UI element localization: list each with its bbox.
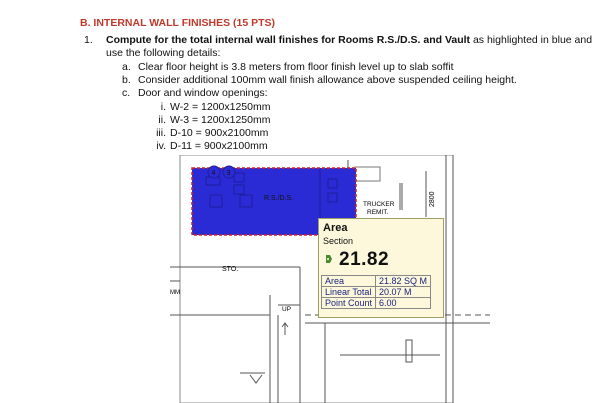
area-tag-icon (325, 254, 333, 264)
opening-iii: iii. D-10 = 900x2100mm (156, 127, 269, 139)
table-row: Area 21.82 SQ M (322, 276, 431, 287)
area-measurement-popup[interactable] (318, 218, 444, 318)
opening-i: i. W-2 = 1200x1250mm (160, 101, 271, 113)
label-trucker: TRUCKER (363, 201, 395, 208)
popup-section: Section (323, 236, 354, 246)
question-rest-text: as highlighted in blue and use the following details: (106, 34, 593, 59)
popup-measure-table (321, 275, 431, 309)
label-mm: MM (170, 290, 180, 296)
question-bold-text: Compute for the total internal wall finishes for Rooms R.S./D.S. and Vault (106, 34, 471, 46)
detail-c: c. Door and window openings: (122, 87, 268, 99)
label-rs-ds: R.S./D.S. (264, 195, 294, 202)
table-row: Point Count 6.00 (322, 298, 431, 309)
detail-a: a. Clear floor height is 3.8 meters from floor finish level up to slab soffit (122, 61, 454, 73)
question-1 (86, 34, 601, 60)
popup-area-value: 21.82 (339, 249, 390, 270)
opening-iv: iv. D-11 = 900x2100mm (156, 140, 268, 152)
table-row: Linear Total 20.07 M (322, 287, 431, 298)
popup-title: Area (323, 222, 348, 234)
label-sto: STO. (222, 266, 239, 273)
tag-4-text: 4 (211, 170, 216, 177)
label-remit: REMIT. (367, 209, 389, 216)
section-heading: B. INTERNAL WALL FINISHES (15 PTS) (80, 17, 276, 29)
label-up: UP (282, 306, 292, 313)
tag-3-text: 3 (226, 170, 231, 177)
question-number: 1. (84, 34, 93, 46)
opening-ii: ii. W-3 = 1200x1250mm (158, 114, 271, 126)
detail-b: b. Consider additional 100mm wall finish allowance above suspended ceiling height. (122, 74, 517, 86)
dim-2800: 2800 (429, 191, 436, 207)
